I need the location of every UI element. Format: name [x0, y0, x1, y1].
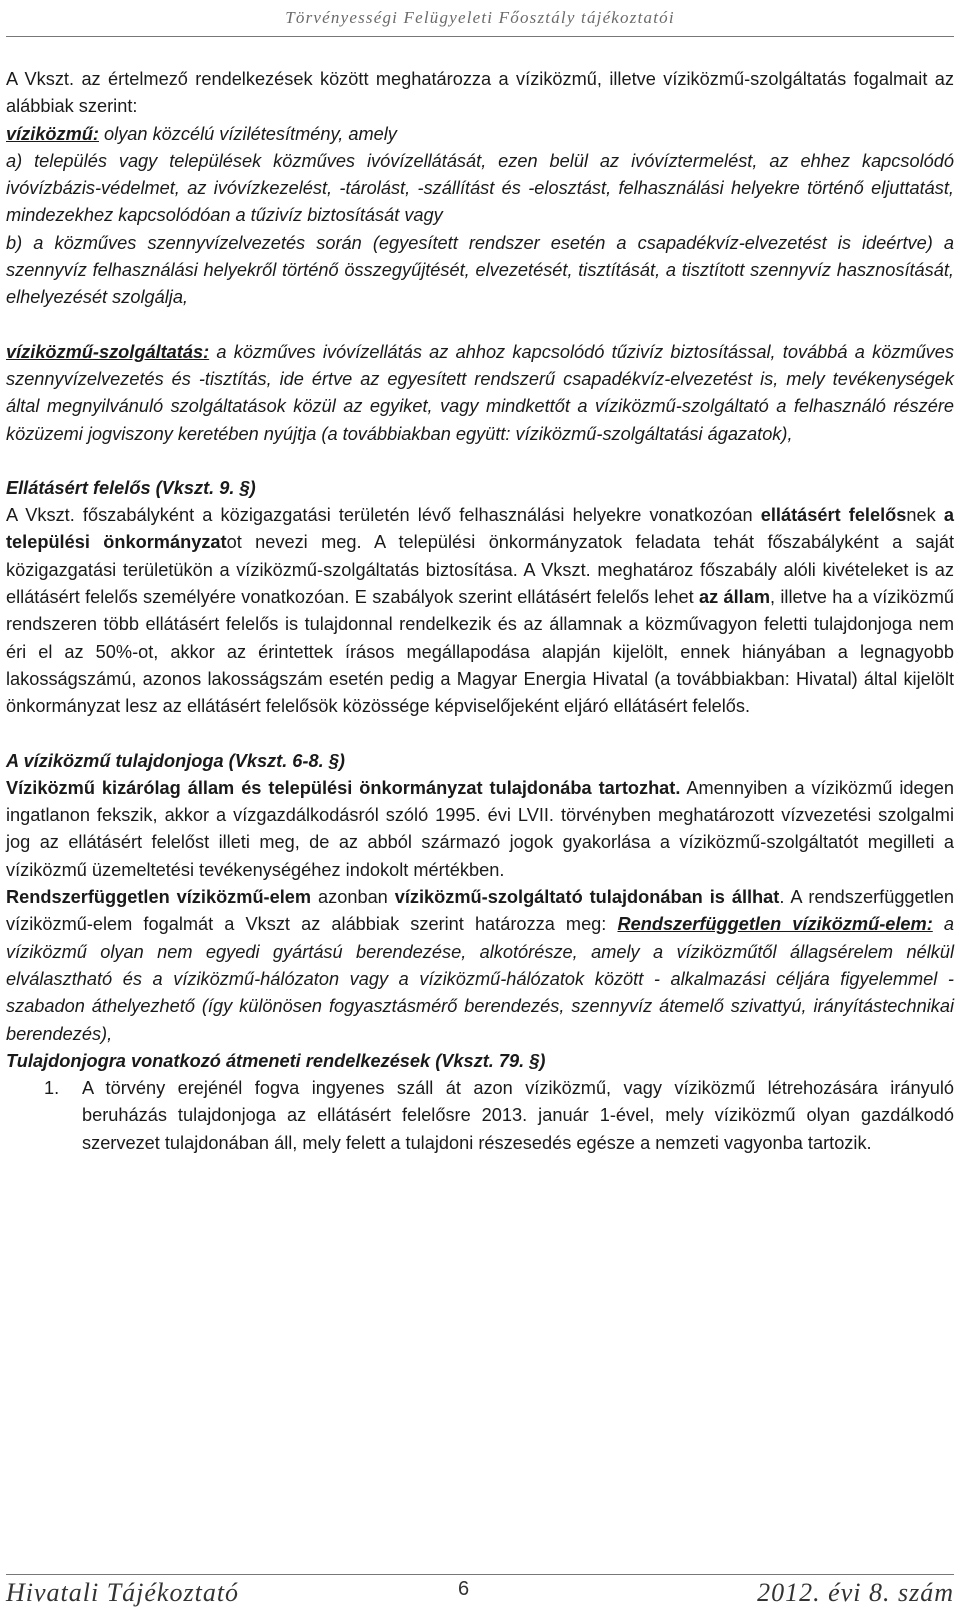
section-heading: A víziközmű tulajdonjoga (Vkszt. 6-8. §) — [6, 750, 345, 771]
text-run: Amennyiben a víziközmű idegen ingatlanon fekszik, akkor a vízgazdálkodásról szóló 1995. évi LVII. törvényben meghatározott vízvezetési szolgalmi jog az ellátásért felelőst illeti meg, de az abból származó jogok gyakorlása a víziközmű-szolgáltatót megilleti a víziközmű üzemeltetési tevékenységéhez indokolt mértékben. — [6, 777, 954, 880]
section-paragraph — [6, 775, 954, 884]
bold-run: Rendszerfüggetlen víziközmű-elem — [6, 887, 312, 908]
page-header: Törvényességi Felügyeleti Főosztály tájékoztatói — [285, 8, 675, 27]
bold-run: a települési önkormányzat — [6, 505, 954, 553]
text-run: a víziközmű olyan nem egyedi gyártású berendezése, alkotórésze, amely a víziközműtől állagsérelem nélkül elválasztható és a víziközmű-hálózaton vagy a víziközmű-hálózatok között - alkalmazási céljára figyelemmel - szabadon áthelyezhető (így különösen fogyasztásmérő berendezés, szennyvíz átemelő szivattyú, irányítástechnikai berendezés), — [6, 914, 954, 1044]
definition-point-a: a) település vagy települések közműves ivóvízellátását, ezen belül az ivóvíztermelést, az ehhez kapcsolódó ivóvízbázis-védelmet, az ivóvízkezelést, -tárolást, -szállítást és -elosztást, felhasználási helyekre történő eljuttatást, mindezekhez kapcsolódóan a tűzivíz biztosítását vagy — [6, 150, 954, 226]
bold-run: az állam — [699, 587, 771, 608]
definition-szolgaltatas — [6, 339, 954, 448]
document-body — [6, 66, 954, 1157]
section-paragraph — [6, 502, 954, 720]
definition-term: Rendszerfüggetlen víziközmű-elem: — [617, 914, 933, 935]
text-run: azonban — [311, 887, 395, 908]
footer-divider — [6, 1574, 954, 1575]
definition-text: olyan közcélú vízilétesítmény, amely — [98, 123, 397, 144]
definition-term: víziközmű: — [6, 123, 99, 144]
bold-run: víziközmű-szolgáltató tulajdonában is állhat — [394, 887, 780, 908]
page-number: 6 — [458, 1578, 470, 1600]
section-heading: Ellátásért felelős (Vkszt. 9. §) — [6, 477, 256, 498]
bold-run: Víziközmű kizárólag állam és települési önkormányzat tulajdonába tartozhat. — [6, 777, 681, 798]
list-item — [6, 1075, 954, 1157]
section-paragraph — [6, 884, 954, 1048]
list-text: A törvény erejénél fogva ingyenes száll át azon víziközmű, vagy víziközmű létrehozására irányuló beruházás tulajdonjoga az ellátásért felelősre 2013. január 1-ével, mely víziközmű olyan gazdálkodó szervezet tulajdonában áll, mely felett a tulajdoni részesedés egésze a nemzeti vagyonba tartozik. — [82, 1078, 954, 1153]
bold-run: ellátásért felelős — [760, 505, 907, 526]
footer-issue: 2012. évi 8. szám — [757, 1578, 954, 1607]
definition-point-b: b) a közműves szennyvízelvezetés során (egyesített rendszer esetén a csapadékvíz-elvezetést is ideértve) a szennyvíz felhasználási helyekről történő összegyűjtését, elvezetését, tisztítását, a tisztított szennyvíz hasznosítását, elhelyezését szolgálja, — [6, 232, 954, 308]
header-divider — [6, 36, 954, 37]
definition-term: víziközmű-szolgáltatás: — [6, 341, 210, 362]
page-footer — [6, 1576, 954, 1612]
definition-viziközmu — [6, 121, 954, 148]
numbered-list — [6, 1075, 954, 1157]
text-run: nek — [906, 505, 944, 526]
footer-publication: Hivatali Tájékoztató — [6, 1578, 240, 1607]
text-run: ot nevezi meg. A települési önkormányzatok feladata tehát főszabályként a saját közigazgatási területükön a víziközmű-szolgáltatás biztosítása. A Vkszt. meghatároz főszabály alóli kivételeket is az ellátásért felelős személyére vonatkozóan. E szabályok szerint ellátásért felelős lehet — [6, 532, 955, 608]
text-run: , illetve ha a víziközmű rendszeren több ellátásért felelős is tulajdonnal rendelkezik és az államnak a közművagyon feletti tulajdonjoga nem éri el az 50%-ot, akkor az érintettek írásos megállapodása alapján kijelölt, ennek hiányában a legnagyobb lakosságszámú, azonos lakosságszám esetén pedig a Magyar Energia Hivatal (a továbbiakban: Hivatal) által kijelölt önkormányzat lesz az ellátásért felelősök közössége képviselőjeként eljáró ellátásért felelős. — [6, 587, 954, 717]
section-heading: Tulajdonjogra vonatkozó átmeneti rendelkezések (Vkszt. 79. §) — [6, 1050, 546, 1071]
text-run: A Vkszt. főszabályként a közigazgatási területén lévő felhasználási helyekre vonatkozóan — [6, 505, 761, 526]
intro-paragraph: A Vkszt. az értelmező rendelkezések között meghatározza a víziközmű, illetve víziközmű-szolgáltatás fogalmait az alábbiak szerint: — [6, 69, 954, 117]
definition-text: a közműves ivóvízellátás az ahhoz kapcsolódó tűzivíz biztosítással, továbbá a közműves szennyvízelvezetés és -tisztítás, ide értve az egyesített rendszerű csapadékvíz-elvezetést is, mely tevékenységek által megnyilvánuló szolgáltatások közül az egyiket, vagy mindkettőt a víziközmű-szolgáltató a felhasználó részére közüzemi jogviszony keretében nyújtja (a továbbiakban együtt: víziközmű-szolgáltatási ágazatok), — [6, 341, 954, 444]
list-number: 1. — [44, 1078, 60, 1099]
text-run: . A rendszerfüggetlen víziközmű-elem fogalmát a Vkszt az alábbiak szerint határozza meg: — [6, 887, 954, 935]
